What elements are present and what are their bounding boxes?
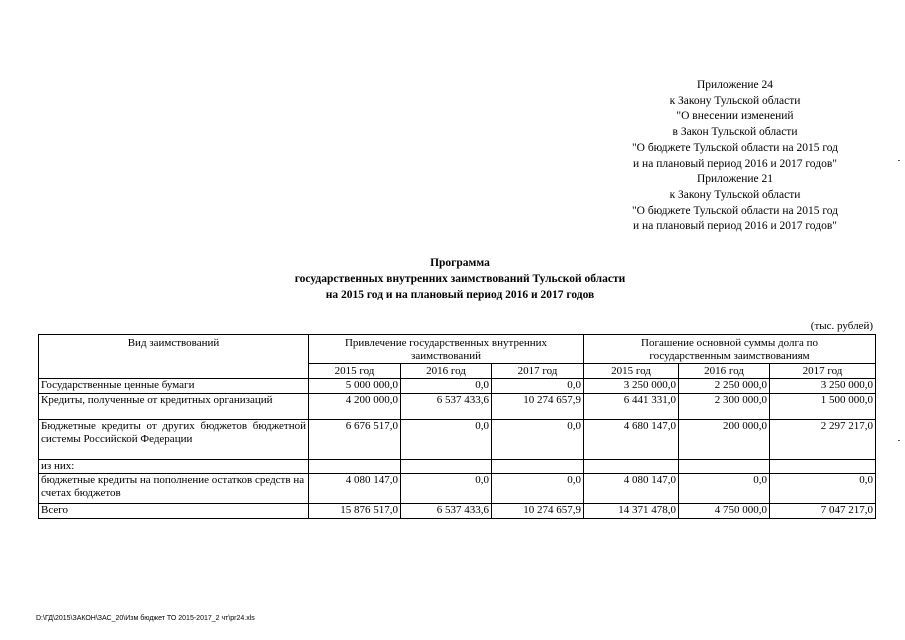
cell-value: 15 876 517,0 — [309, 504, 401, 519]
file-path-footer: D:\ГД\2015\ЗАКОН\ЗАС_20\Изм бюджет ТО 2015-2017_2 чт\pr24.xls — [36, 615, 255, 622]
cell-value: 6 441 331,0 — [584, 394, 679, 420]
cell-value: 14 371 478,0 — [584, 504, 679, 519]
cell-value: 0,0 — [401, 474, 492, 504]
appendix-header — [600, 78, 870, 235]
header-year: 2016 год — [679, 364, 770, 379]
cell-value: 0,0 — [679, 474, 770, 504]
cell-value: 2 297 217,0 — [770, 420, 876, 460]
cell-value: 7 047 217,0 — [770, 504, 876, 519]
cell-value: 0,0 — [492, 379, 584, 394]
cell-value — [401, 460, 492, 474]
header-year: 2016 год — [401, 364, 492, 379]
header-attraction: Привлечение государственных внутренних заимствований — [309, 335, 584, 364]
cell-value — [492, 460, 584, 474]
appendix-line: Приложение 21 — [696, 173, 774, 186]
table-row — [39, 460, 876, 474]
scan-mark — [898, 160, 900, 161]
cell-value: 10 274 657,9 — [492, 504, 584, 519]
row-name: Всего — [39, 504, 309, 519]
appendix-line: "О бюджете Тульской области на 2015 год — [631, 141, 839, 154]
table-row-total — [39, 504, 876, 519]
cell-value: 0,0 — [770, 474, 876, 504]
row-name: из них: — [39, 460, 309, 474]
row-name: Государственные ценные бумаги — [39, 379, 309, 394]
cell-value — [679, 460, 770, 474]
cell-value: 4 200 000,0 — [309, 394, 401, 420]
cell-value: 0,0 — [492, 474, 584, 504]
cell-value: 2 250 000,0 — [679, 379, 770, 394]
cell-value: 200 000,0 — [679, 420, 770, 460]
header-borrowing-type: Вид заимствований — [39, 335, 309, 379]
cell-value: 4 080 147,0 — [584, 474, 679, 504]
header-year: 2015 год — [584, 364, 679, 379]
appendix-line: "О бюджете Тульской области на 2015 год — [631, 204, 839, 217]
cell-value: 6 537 433,6 — [401, 504, 492, 519]
row-name: Бюджетные кредиты от других бюджетов бюджетной системы Российской Федерации — [39, 420, 309, 460]
title-line: Программа — [430, 257, 490, 269]
cell-value — [770, 460, 876, 474]
cell-value — [309, 460, 401, 474]
scan-mark — [898, 440, 900, 441]
table-row — [39, 420, 876, 460]
table-header-row — [39, 335, 876, 364]
cell-value: 3 250 000,0 — [770, 379, 876, 394]
cell-value: 1 500 000,0 — [770, 394, 876, 420]
document-title — [200, 255, 720, 303]
appendix-line: и на плановый период 2016 и 2017 годов" — [633, 220, 837, 233]
title-line: государственных внутренних заимствований Тульской области — [294, 273, 626, 285]
cell-value: 4 750 000,0 — [679, 504, 770, 519]
table-row — [39, 379, 876, 394]
appendix-line: "О внесении изменений — [676, 110, 794, 123]
borrowing-table — [38, 334, 876, 519]
table-row — [39, 394, 876, 420]
cell-value: 0,0 — [492, 420, 584, 460]
cell-value: 4 080 147,0 — [309, 474, 401, 504]
cell-value: 0,0 — [401, 420, 492, 460]
appendix-line: в Закон Тульской области — [672, 126, 798, 139]
header-repayment: Погашение основной суммы долга по государственным заимствованиям — [584, 335, 876, 364]
header-year: 2015 год — [309, 364, 401, 379]
appendix-line: и на плановый период 2016 и 2017 годов" — [633, 157, 837, 170]
row-name: Кредиты, полученные от кредитных организаций — [39, 394, 309, 420]
row-name: бюджетные кредиты на пополнение остатков средств на счетах бюджетов — [39, 474, 309, 504]
cell-value: 6 676 517,0 — [309, 420, 401, 460]
appendix-line: к Закону Тульской области — [669, 188, 801, 201]
appendix-line: к Закону Тульской области — [669, 94, 801, 107]
cell-value: 10 274 657,9 — [492, 394, 584, 420]
cell-value: 0,0 — [401, 379, 492, 394]
header-year: 2017 год — [770, 364, 876, 379]
title-line: на 2015 год и на плановый период 2016 и 2017 годов — [325, 289, 595, 301]
header-year: 2017 год — [492, 364, 584, 379]
cell-value: 3 250 000,0 — [584, 379, 679, 394]
cell-value: 5 000 000,0 — [309, 379, 401, 394]
table-row — [39, 474, 876, 504]
units-label: (тыс. рублей) — [810, 320, 873, 332]
appendix-line: Приложение 24 — [696, 79, 774, 91]
cell-value: 6 537 433,6 — [401, 394, 492, 420]
cell-value — [584, 460, 679, 474]
cell-value: 4 680 147,0 — [584, 420, 679, 460]
cell-value: 2 300 000,0 — [679, 394, 770, 420]
